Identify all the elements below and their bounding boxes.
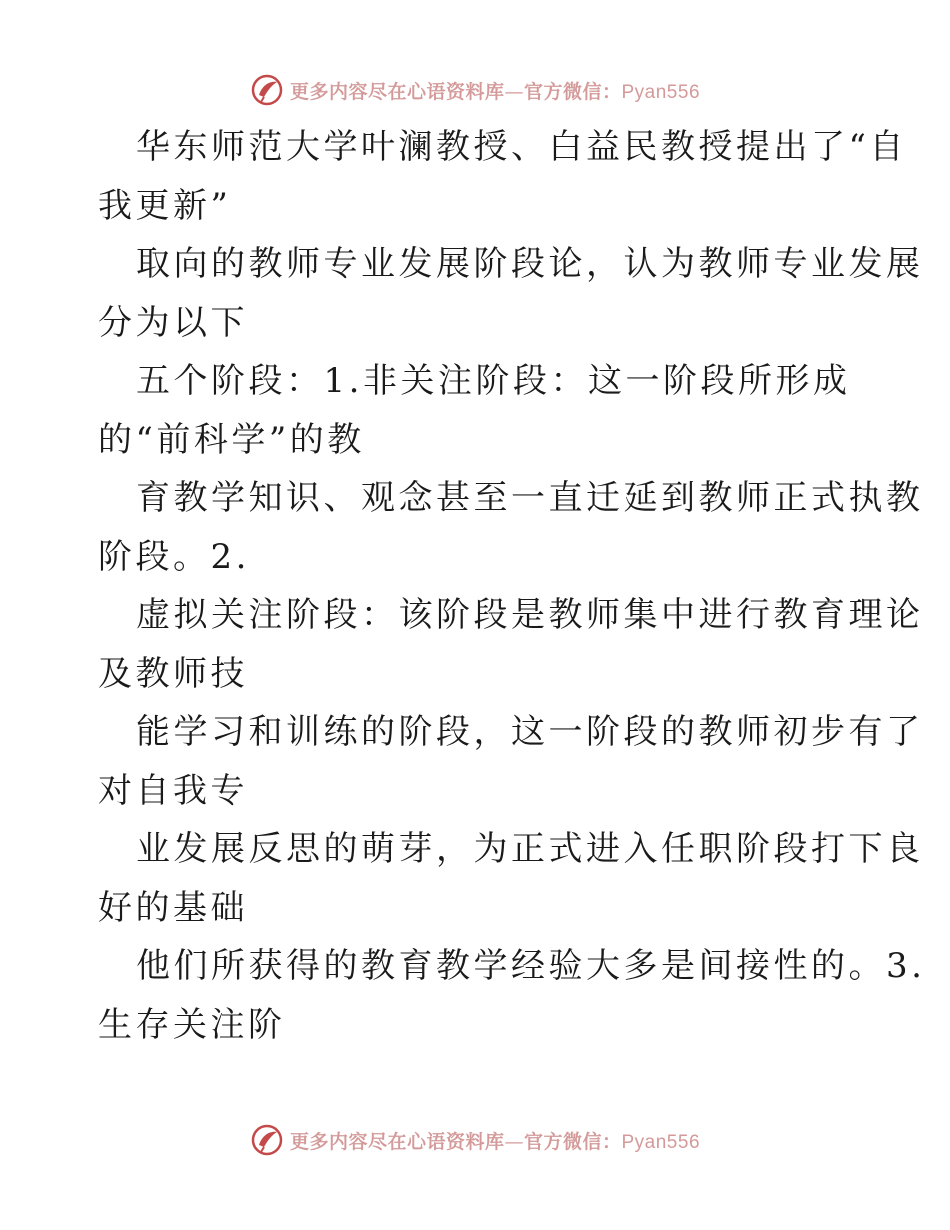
watermark-title: 更多内容尽在心语资料库 <box>289 1130 505 1153</box>
document-body <box>98 118 926 1054</box>
paragraph-line: 他们所获得的教育教学经验大多是间接性的。3. <box>136 946 926 986</box>
watermark-separator: — <box>504 1130 524 1153</box>
paragraph-line: 对自我专 <box>98 770 248 811</box>
watermark-logo-icon <box>250 73 284 107</box>
paragraph-line: 生存关注阶 <box>98 1004 286 1045</box>
paragraph-line: 五个阶段：1.非关注阶段：这一阶段所形成 <box>136 361 851 401</box>
paragraph-line: 我更新” <box>98 185 232 226</box>
watermark-logo-icon <box>250 1123 284 1157</box>
paragraph-line: 育教学知识、观念甚至一直迁延到教师正式执教 <box>136 478 924 518</box>
header-watermark <box>0 70 950 110</box>
paragraph-line: 分为以下 <box>98 302 248 343</box>
paragraph-line: 业发展反思的萌芽，为正式进入任职阶段打下良 <box>136 829 924 869</box>
paragraph-line: 阶段。2. <box>98 536 250 577</box>
paragraph-line: 取向的教师专业发展阶段论，认为教师专业发展 <box>136 244 924 284</box>
watermark-title: 更多内容尽在心语资料库 <box>289 80 505 103</box>
paragraph-line: 能学习和训练的阶段，这一阶段的教师初步有了 <box>136 712 924 752</box>
watermark-label: 官方微信： <box>523 1130 622 1153</box>
paragraph-line: 虚拟关注阶段：该阶段是教师集中进行教育理论 <box>136 595 924 635</box>
paragraph-line: 好的基础 <box>98 887 248 928</box>
watermark-label: 官方微信： <box>523 80 622 103</box>
paragraph-line: 的“前科学”的教 <box>98 419 365 460</box>
footer-watermark <box>0 1120 950 1160</box>
paragraph-line: 及教师技 <box>98 653 248 694</box>
watermark-id: Pyan556 <box>621 81 701 103</box>
watermark-separator: — <box>504 80 524 103</box>
watermark-id: Pyan556 <box>621 1131 701 1153</box>
paragraph-line: 华东师范大学叶澜教授、白益民教授提出了“自 <box>136 127 907 167</box>
